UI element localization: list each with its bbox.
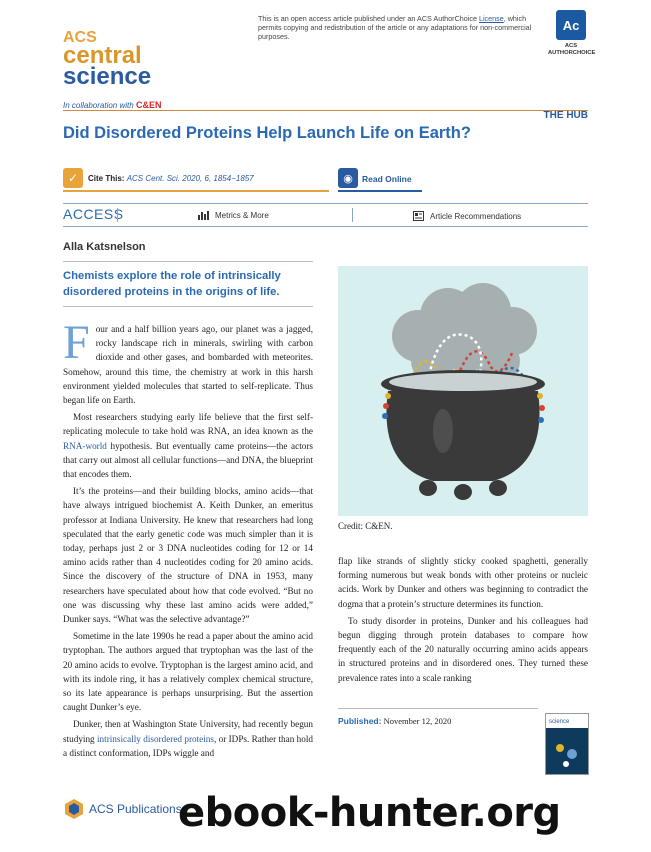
authorchoice-icon: Ac [556, 10, 586, 40]
cite-label: Cite This: [88, 174, 125, 183]
read-online-link[interactable]: Read Online [362, 174, 412, 184]
access-divider-2 [352, 208, 353, 222]
acs-hexagon-icon [63, 798, 85, 820]
paragraph-1 [63, 316, 313, 407]
paragraph-6: flap like strands of slightly sticky cooked spaghetti, generally forming numerous but weak bonds with other proteins or nucleic acids. Work by Dunker and others was beginning to contradict the dogma that a protein’s structure determines its function. [338, 556, 588, 609]
article-icon [413, 211, 424, 221]
open-access-note [258, 14, 548, 41]
author-name: Alla Katsnelson [63, 241, 146, 253]
paragraph-2-text-b: hypothesis. But eventually came proteins—the actors that carry out almost all cellular functions—and DNA, the blueprint that encodes them. [63, 440, 313, 480]
paragraph-4: Sometime in the late 1990s he read a paper about the amino acid tryptophan. The authors argued that tryptophan was the last of the 20 amino acids to evolve. Tryptophan is the largest amino acid, and with its indole ring, it has a relatively complex chemical structure, so its late appearance is perhaps unsurprising. But the assertion caught Dunker’s eye. [63, 631, 313, 713]
published-label: Published: [338, 716, 382, 726]
article-title: Did Disordered Proteins Help Launch Life on Earth? [63, 124, 471, 142]
rna-world-link[interactable]: RNA-world [63, 440, 107, 451]
acs-publications-logo [63, 798, 182, 820]
journal-logo [63, 30, 173, 89]
access-bar-bottom-rule [63, 226, 588, 227]
published-rule [338, 708, 538, 709]
metrics-button[interactable] [198, 211, 269, 220]
cauldron-illustration [338, 266, 588, 516]
open-access-text-rest: , which permits copying and redistribution of the article or any adaptations for non-commercial purposes. [258, 14, 532, 41]
published-value: November 12, 2020 [383, 716, 452, 726]
section-label: THE HUB [543, 110, 588, 121]
authorchoice-label [548, 43, 594, 56]
cen-logo: C&EN [135, 100, 162, 110]
collab-prefix: In collaboration with [63, 101, 134, 110]
body-column-left [63, 316, 313, 763]
cite-icon[interactable]: ✓ [63, 168, 83, 188]
access-bar-top-rule [63, 203, 588, 204]
svg-text:science: science [549, 719, 570, 725]
recommendations-button[interactable] [413, 211, 521, 221]
cauldron-image [338, 266, 588, 516]
recommendations-label: Article Recommendations [430, 211, 522, 221]
metrics-label: Metrics & More [215, 211, 269, 220]
globe-icon[interactable]: ◉ [338, 168, 358, 188]
cite-underline [63, 190, 329, 192]
bar-chart-icon [198, 211, 209, 220]
drop-cap: F [63, 316, 90, 369]
figure-credit: Credit: C&EN. [338, 521, 393, 531]
access-divider [117, 208, 118, 222]
paragraph-5 [63, 717, 313, 760]
authorchoice-label-2: AUTHORCHOICE [548, 49, 596, 56]
idp-link[interactable]: intrinsically disordered proteins [97, 733, 214, 744]
read-online-underline [338, 190, 422, 192]
published-date [338, 716, 451, 726]
authorchoice-label-1: ACS [564, 43, 578, 49]
open-access-text: This is an open access article published under an ACS AuthorChoice [258, 14, 477, 23]
cite-this[interactable] [88, 174, 254, 183]
paragraph-1-text: our and a half billion years ago, our planet was a jagged, rocky landscape rich in minerals, swirling with carbon dioxide and other gases, and bombarded with meteorites. Somehow, around this time, the chemistry at work in this harsh environment yielded molecules that started to self-replicate. Thus began life on Earth. [63, 324, 313, 406]
paragraph-2 [63, 410, 313, 481]
logo-line-central: central [63, 42, 142, 69]
paragraph-7: To study disorder in proteins, Dunker and his colleagues had begun digging through protein databases to compare how frequently each of the 20 naturally occurring amino acids appears in structured proteins and in disordered ones. They turned these prevalence rates into a scale ranking [338, 615, 588, 683]
author-rule [63, 261, 313, 262]
article-dek: Chemists explore the role of intrinsically disordered proteins in the origins of life. [63, 270, 281, 298]
collaboration-note [63, 100, 161, 110]
paragraph-5-text-a: Dunker, then at Washington State University, had recently begun studying [63, 719, 313, 744]
journal-cover-thumbnail[interactable] [545, 713, 589, 775]
license-link[interactable]: License [478, 14, 504, 23]
cite-reference: ACS Cent. Sci. 2020, 6, 1854−1857 [126, 174, 254, 183]
cover-image [546, 714, 588, 774]
publisher-name: ACS Publications [89, 802, 182, 816]
body-column-right [338, 554, 588, 688]
logo-line-science: science [63, 63, 152, 90]
paragraph-5-text-b: , or IDPs. Rather than hold a distinct conformation, IDPs wiggle and [63, 733, 313, 758]
paragraph-2-text-a: Most researchers studying early life believe that the first self-replicating molecule to take hold was RNA, an idea known as the [63, 412, 313, 437]
dek-rule [63, 306, 313, 307]
header-rule [63, 110, 588, 111]
watermark-text: ebook-hunter.org [178, 790, 561, 836]
paragraph-3: It’s the proteins—and their building blocks, amino acids—that have always intrigued biochemist A. Keith Dunker, an emeritus professor at Indiana University. He knew that researchers had long speculated that the early genetic code was much simpler than it is today, perhaps just 2 or 3 DNA nucleotides coding for 12 or 14 amino acids rather than 4 nucleotides coding for 20 amino acids. Since the discovery of the structure of DNA in 1953, many researchers have speculated about how that code evolved. “But no one was discussing why these last amino acids were added,” Dunker says. “What was the selective advantage?” [63, 486, 313, 625]
access-label: ACCESS [63, 206, 124, 222]
logo-line-acs: ACS [63, 29, 97, 46]
